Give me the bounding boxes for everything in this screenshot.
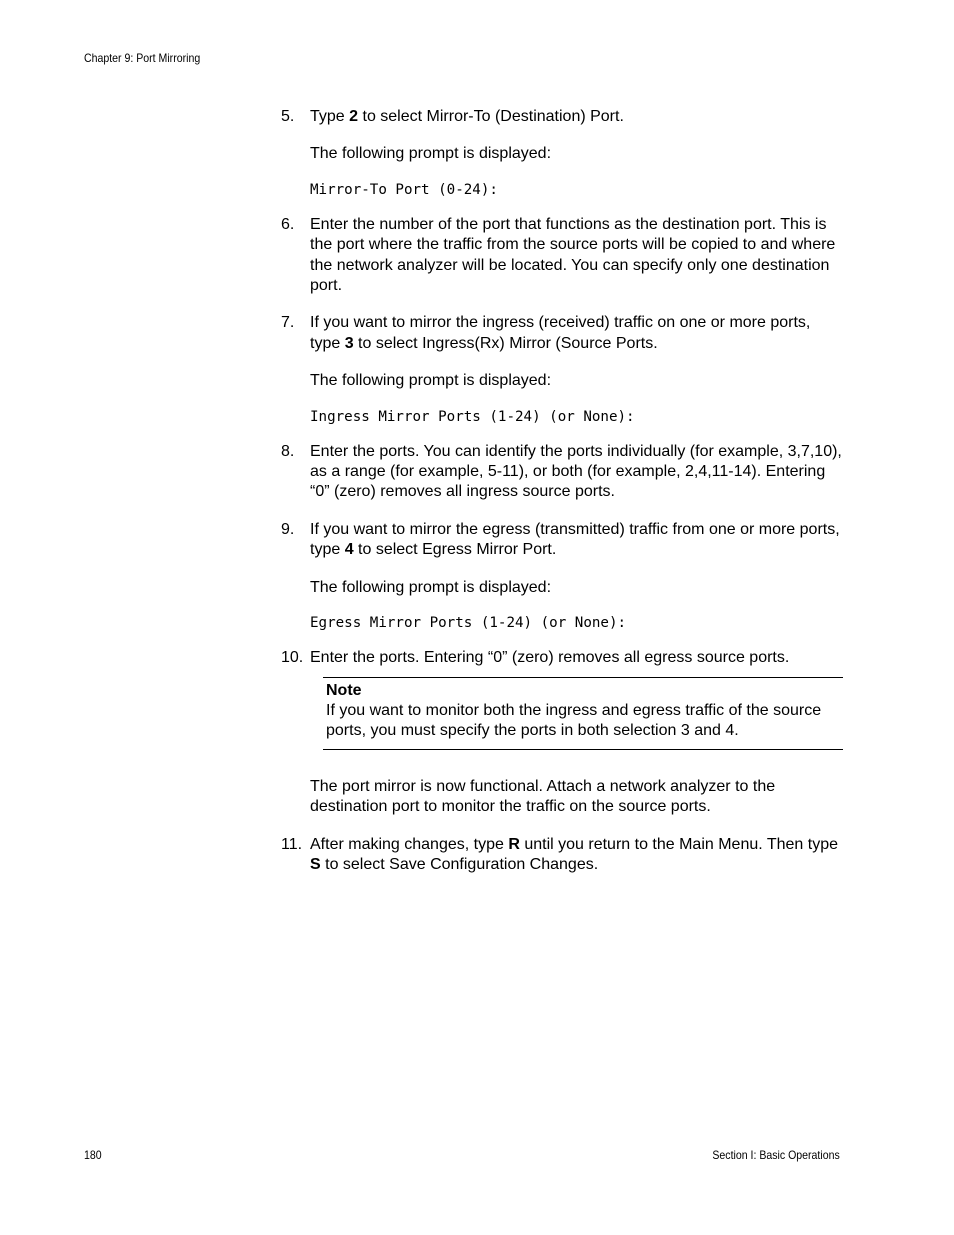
step-number: 9.	[281, 520, 295, 538]
key-label: S	[310, 855, 321, 873]
step-text-part: to select Ingress(Rx) Mirror (Source Ports.	[353, 334, 658, 352]
step-text	[310, 313, 843, 354]
step-5	[281, 107, 843, 127]
step-number: 10.	[281, 649, 304, 667]
step-text-part: until you return to the Main Menu. Then type	[519, 835, 838, 853]
page-content	[281, 107, 843, 892]
console-prompt: Egress Mirror Ports (1-24) (or None):	[310, 615, 627, 632]
step-number: 5.	[281, 108, 295, 125]
key-label: 2	[349, 108, 359, 125]
step-text-part: If you want to mirror the ingress (received) traffic on one or more ports, type	[310, 314, 811, 352]
prompt-intro: The following prompt is displayed:	[310, 145, 552, 163]
step-number: 11.	[281, 835, 303, 853]
step-text	[310, 835, 843, 876]
note-text: If you want to monitor both the ingress and egress traffic of the source ports, you must specify the ports in both selection 3 and 4.	[326, 701, 822, 740]
page-number: 180	[84, 1148, 102, 1162]
note-box	[323, 677, 843, 750]
step-8	[281, 442, 843, 503]
step-9	[281, 520, 843, 561]
functional-paragraph: The port mirror is now functional. Attach a network analyzer to the destination port to monitor the traffic on the source ports.	[310, 777, 776, 816]
step-10	[281, 648, 843, 668]
step-number: 7.	[281, 314, 295, 332]
step-number: 6.	[281, 215, 295, 233]
step-text: Enter the ports. You can identify the ports individually (for example, 3,7,10), as a range (for example, 5-11), or both (for example, 2,4,11-14). Entering “0” (zero) removes all ingress source ports.	[310, 442, 842, 501]
key-label: R	[508, 835, 520, 853]
prompt-intro: The following prompt is displayed:	[310, 372, 552, 390]
step-text	[310, 107, 843, 127]
step-text-part: to select Save Configuration Changes.	[320, 855, 599, 873]
step-text-part: If you want to mirror the egress (transmitted) traffic from one or more ports, type	[310, 520, 840, 559]
step-text-part: Type	[310, 108, 350, 125]
prompt-intro: The following prompt is displayed:	[310, 578, 552, 596]
step-7	[281, 313, 843, 354]
step-text-part: to select Mirror-To (Destination) Port.	[358, 108, 624, 125]
step-text: Enter the number of the port that functions as the destination port. This is the port where the traffic from the source ports will be copied to and where the network analyzer will be located. You can specify only one destination port.	[310, 215, 836, 295]
step-text: Enter the ports. Entering “0” (zero) removes all egress source ports.	[310, 649, 790, 667]
step-6	[281, 215, 843, 297]
step-11	[281, 835, 843, 876]
console-prompt: Mirror-To Port (0-24):	[310, 181, 498, 198]
key-label: 3	[344, 334, 354, 352]
console-prompt: Ingress Mirror Ports (1-24) (or None):	[310, 408, 635, 425]
running-header: Chapter 9: Port Mirroring	[84, 51, 201, 65]
running-footer: Section I: Basic Operations	[712, 1148, 840, 1162]
step-text-part: to select Egress Mirror Port.	[353, 541, 557, 559]
step-text	[310, 520, 843, 561]
note-title: Note	[326, 681, 362, 699]
key-label: 4	[344, 541, 354, 559]
step-number: 8.	[281, 442, 295, 460]
step-text-part: After making changes, type	[310, 835, 509, 853]
